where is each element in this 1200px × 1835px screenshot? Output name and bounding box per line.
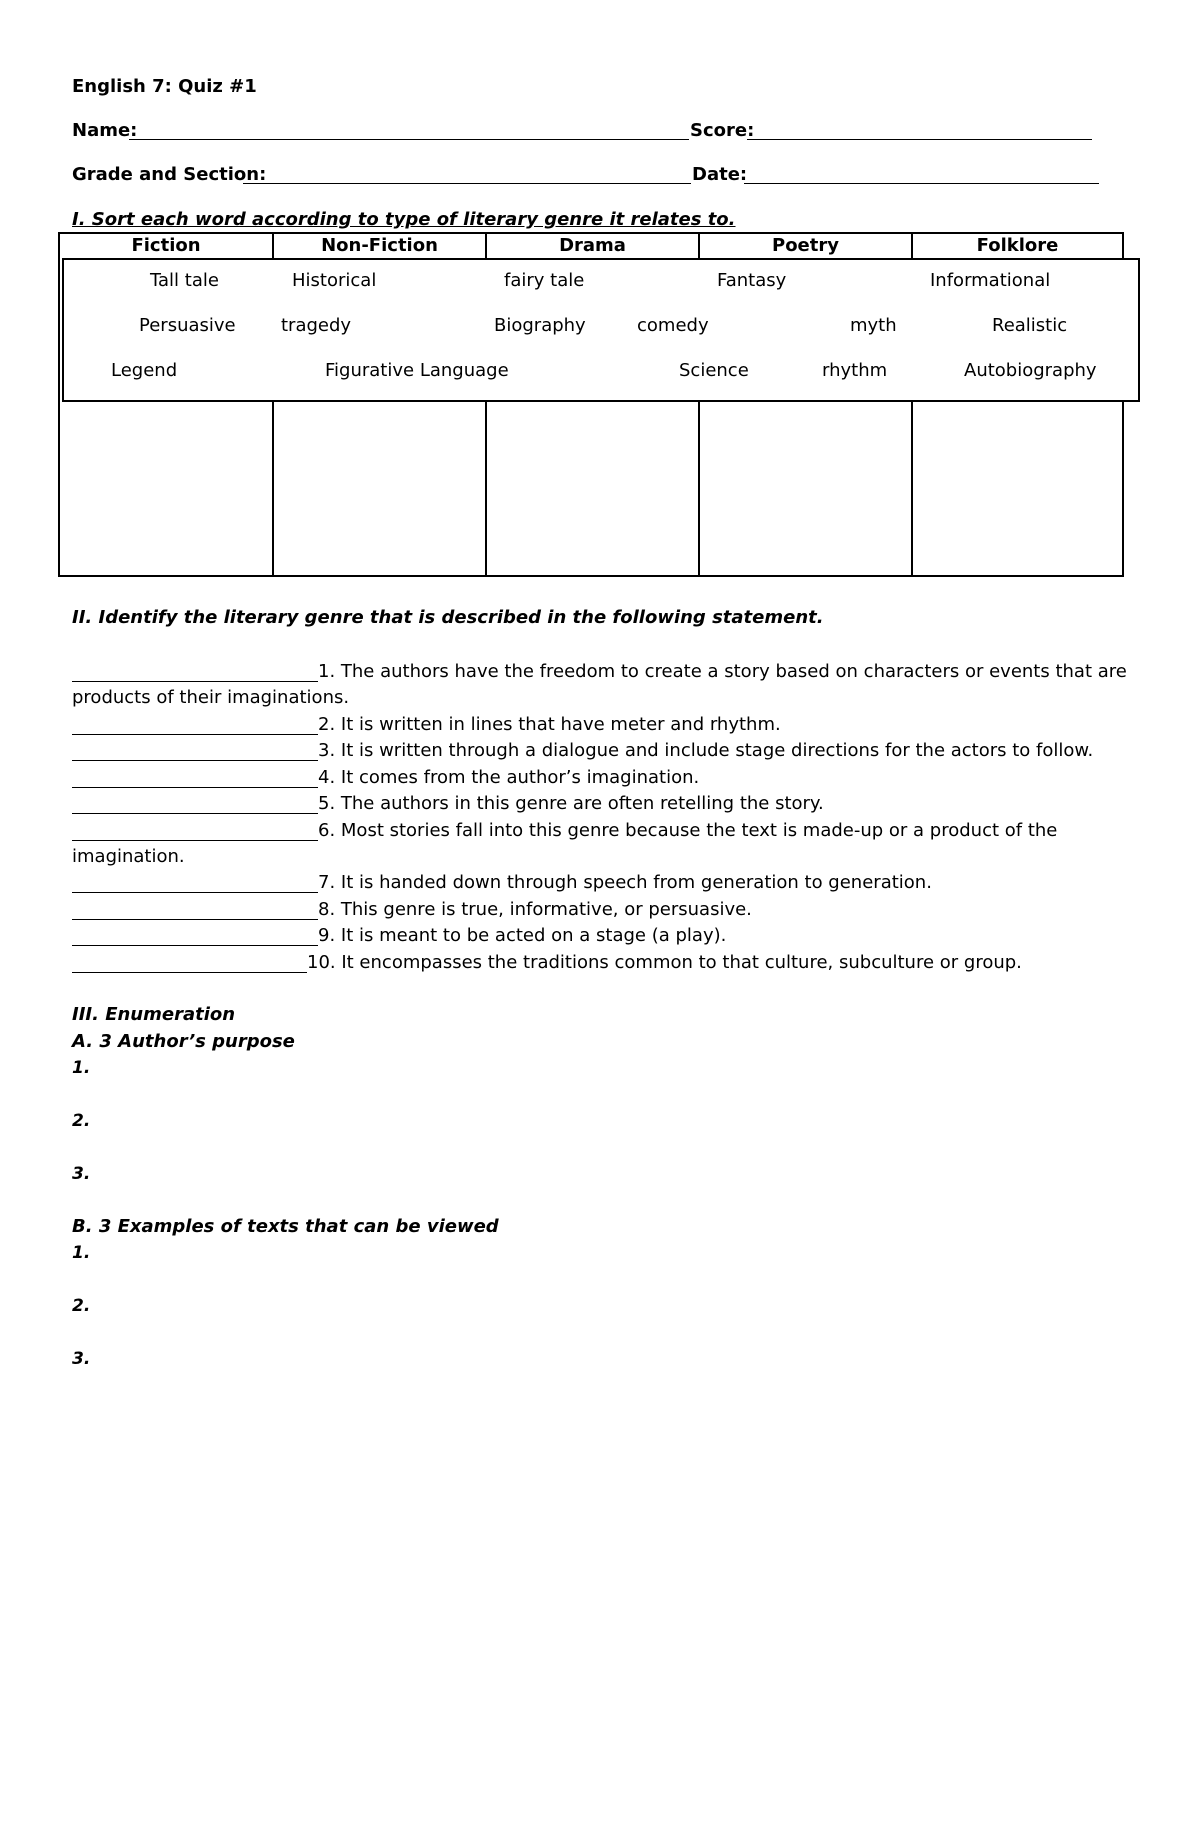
question-text: 5. The authors in this genre are often retelling the story. [318,793,824,814]
part3-a-item-1: 1. [72,1058,91,1078]
grade-section-label: Grade and Section: [72,164,267,185]
question-text: 3. It is written through a dialogue and include stage directions for the actors to follow. [318,740,1094,761]
question-3 [72,740,1093,761]
col-header-non-fiction: Non-Fiction [321,235,438,256]
question-5 [72,793,824,814]
question-text: 9. It is meant to be acted on a stage (a play). [318,925,727,946]
answer-blank[interactable] [72,663,318,682]
word-bank-item: rhythm [822,360,888,381]
table-bottom-border [58,575,1124,577]
answer-cell-poetry[interactable] [700,404,911,575]
word-bank-item: Tall tale [150,270,219,291]
word-bank-item: myth [850,315,897,336]
word-bank-item: Realistic [992,315,1068,336]
question-text: 10. It encompasses the traditions common to that culture, subculture or group. [307,952,1022,973]
answer-blank[interactable] [72,795,318,814]
question-10 [72,952,1022,973]
question-1 [72,661,1127,682]
answer-cell-drama[interactable] [487,404,698,575]
col-header-folklore: Folklore [976,235,1059,256]
question-9 [72,925,726,946]
answer-blank[interactable] [72,901,318,920]
part2-instruction: II. Identify the literary genre that is described in the following statement. [72,607,824,628]
question-text: 6. Most stories fall into this genre because the text is made-up or a product of the [318,820,1058,841]
answer-blank[interactable] [72,874,318,893]
question-7 [72,872,932,893]
date-label: Date: [692,164,748,185]
question-text: 8. This genre is true, informative, or persuasive. [318,899,752,920]
question-text: 7. It is handed down through speech from generation to generation. [318,872,932,893]
answer-blank[interactable] [72,742,318,761]
word-bank-item: comedy [637,315,709,336]
answer-blank[interactable] [72,822,318,841]
answer-blank[interactable] [72,954,307,973]
word-bank [62,258,1140,402]
answer-blank[interactable] [72,716,318,735]
col-header-drama: Drama [559,235,626,256]
quiz-title: English 7: Quiz #1 [72,76,257,97]
question-text: 2. It is written in lines that have meter and rhythm. [318,714,781,735]
question-2 [72,714,781,735]
part3-a-title: A. 3 Author’s purpose [72,1031,295,1052]
col-header-fiction: Fiction [131,235,201,256]
word-bank-item: fairy tale [504,270,585,291]
date-field[interactable] [744,183,1099,184]
answer-cell-fiction[interactable] [60,404,272,575]
question-4 [72,767,699,788]
grade-section-field[interactable] [243,183,691,184]
word-bank-item: Biography [494,315,586,336]
word-bank-item: Persuasive [139,315,236,336]
question-1-continuation: products of their imaginations. [72,687,350,708]
col-header-poetry: Poetry [772,235,839,256]
question-8 [72,899,752,920]
score-label: Score: [690,120,755,141]
part1-instruction: I. Sort each word according to type of literary genre it relates to. [72,209,736,230]
answer-cell-non-fiction[interactable] [274,404,485,575]
name-label: Name: [72,120,138,141]
name-field[interactable] [129,139,689,140]
question-6 [72,820,1057,841]
question-6-continuation: imagination. [72,846,185,867]
answer-cell-folklore[interactable] [913,404,1122,575]
score-field[interactable] [747,139,1092,140]
part3-a-item-3: 3. [72,1164,91,1184]
answer-blank[interactable] [72,927,318,946]
word-bank-item: Historical [292,270,377,291]
part3-a-item-2: 2. [72,1111,91,1131]
word-bank-item: Science [679,360,749,381]
table-top-border [58,232,1124,234]
question-text: 1. The authors have the freedom to create a story based on characters or events that are [318,661,1127,682]
question-text: 4. It comes from the author’s imagination. [318,767,700,788]
word-bank-item: Informational [930,270,1051,291]
part3-b-item-2: 2. [72,1296,91,1316]
word-bank-item: Fantasy [717,270,787,291]
part3-b-item-3: 3. [72,1349,91,1369]
word-bank-item: Legend [111,360,178,381]
answer-blank[interactable] [72,769,318,788]
word-bank-item: tragedy [281,315,352,336]
part3-b-title: B. 3 Examples of texts that can be viewed [72,1216,499,1237]
part3-b-item-1: 1. [72,1243,91,1263]
word-bank-item: Figurative Language [325,360,509,381]
part3-title: III. Enumeration [72,1004,236,1025]
word-bank-item: Autobiography [964,360,1097,381]
